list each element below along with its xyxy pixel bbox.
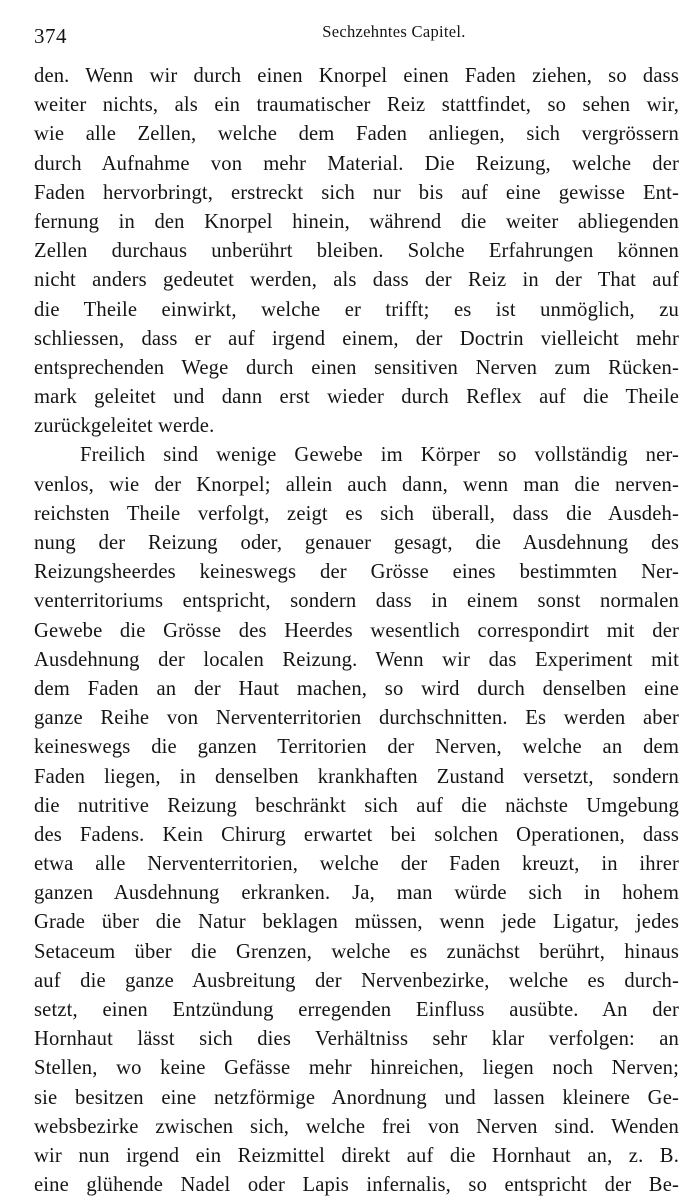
text-line: entsprechenden Wege durch einen sensitiven Nerven zum Rücken- xyxy=(34,356,679,379)
text-line: websbezirke zwischen sich, welche frei von Nerven sind. Wenden xyxy=(34,1115,679,1138)
text-line: wir nun irgend ein Reizmittel direkt auf die Hornhaut an, z. B. xyxy=(34,1144,679,1167)
text-line: ganzen Ausdehnung erkranken. Ja, man würde sich in hohem xyxy=(34,882,679,905)
text-line: sie besitzen eine netzförmige Anordnung und lassen kleinere Ge- xyxy=(34,1086,679,1109)
paragraph-start-line: Freilich sind wenige Gewebe im Körper so vollständig ner- xyxy=(80,444,679,467)
text-line: ganze Reihe von Nerventerritorien durchschnitten. Es werden aber xyxy=(34,707,679,730)
body-text xyxy=(34,62,679,1200)
paragraph-end-line: zurückgeleitet werde. xyxy=(34,415,215,438)
text-line: Reizungsheerdes keineswegs der Grösse eines bestimmten Ner- xyxy=(34,561,679,584)
text-line: weiter nichts, als ein traumatischer Reiz stattfindet, so sehen wir, xyxy=(34,94,679,117)
text-line: durch Aufnahme von mehr Material. Die Reizung, welche der xyxy=(34,152,679,175)
text-line: Grade über die Natur beklagen müssen, wenn jede Ligatur, jedes xyxy=(34,911,679,934)
text-line: Faden liegen, in denselben krankhaften Zustand versetzt, sondern xyxy=(34,765,679,788)
page-header xyxy=(34,22,664,54)
text-line: Zellen durchaus unberührt bleiben. Solche Erfahrungen können xyxy=(34,240,679,263)
text-line: reichsten Theile verfolgt, zeigt es sich überall, dass die Ausdeh- xyxy=(34,502,679,525)
text-line: Faden hervorbringt, erstreckt sich nur bis auf eine gewisse Ent- xyxy=(34,181,679,204)
text-line: venlos, wie der Knorpel; allein auch dann, wenn man die nerven- xyxy=(34,473,679,496)
text-line: Ausdehnung der localen Reizung. Wenn wir das Experiment mit xyxy=(34,648,679,671)
text-line: die Theile einwirkt, welche er trifft; es ist unmöglich, zu xyxy=(34,298,679,321)
text-line: mark geleitet und dann erst wieder durch Reflex auf die Theile xyxy=(34,386,679,409)
running-head: Sechzehntes Capitel. xyxy=(322,22,466,41)
text-line: dem Faden an der Haut machen, so wird durch denselben eine xyxy=(34,677,679,700)
text-line: eine glühende Nadel oder Lapis infernalis, so entspricht der Be- xyxy=(34,1174,679,1197)
text-line: den. Wenn wir durch einen Knorpel einen Faden ziehen, so dass xyxy=(34,65,679,87)
text-line: venterritoriums entspricht, sondern dass in einem sonst normalen xyxy=(34,590,679,613)
text-line: Gewebe die Grösse des Heerdes wesentlich correspondirt mit der xyxy=(34,619,679,642)
text-line: etwa alle Nerventerritorien, welche der Faden kreuzt, in ihrer xyxy=(34,853,679,876)
text-line: die nutritive Reizung beschränkt sich auf die nächste Umgebung xyxy=(34,794,679,817)
text-line: setzt, einen Entzündung erregenden Einfluss ausübte. An der xyxy=(34,999,679,1021)
text-line: des Fadens. Kein Chirurg erwartet bei solchen Operationen, dass xyxy=(34,823,679,846)
text-line: auf die ganze Ausbreitung der Nervenbezirke, welche es durch- xyxy=(34,969,679,992)
text-line: fernung in den Knorpel hinein, während die weiter abliegenden xyxy=(34,210,679,233)
text-line: nicht anders gedeutet werden, als dass der Reiz in der That auf xyxy=(34,269,679,292)
text-line: nung der Reizung oder, genauer gesagt, die Ausdehnung des xyxy=(34,532,679,554)
text-line: wie alle Zellen, welche dem Faden anliegen, sich vergrössern xyxy=(34,123,679,146)
text-line: keineswegs die ganzen Territorien der Nerven, welche an dem xyxy=(34,736,679,759)
text-line: Stellen, wo keine Gefässe mehr hinreichen, liegen noch Nerven; xyxy=(34,1057,679,1080)
text-line: Setaceum über die Grenzen, welche es zunächst berührt, hinaus xyxy=(34,940,679,963)
page-number: 374 xyxy=(34,24,67,48)
text-line: schliessen, dass er auf irgend einem, der Doctrin vielleicht mehr xyxy=(34,327,679,350)
text-line: Hornhaut lässt sich dies Verhältniss sehr klar verfolgen: an xyxy=(34,1028,679,1051)
